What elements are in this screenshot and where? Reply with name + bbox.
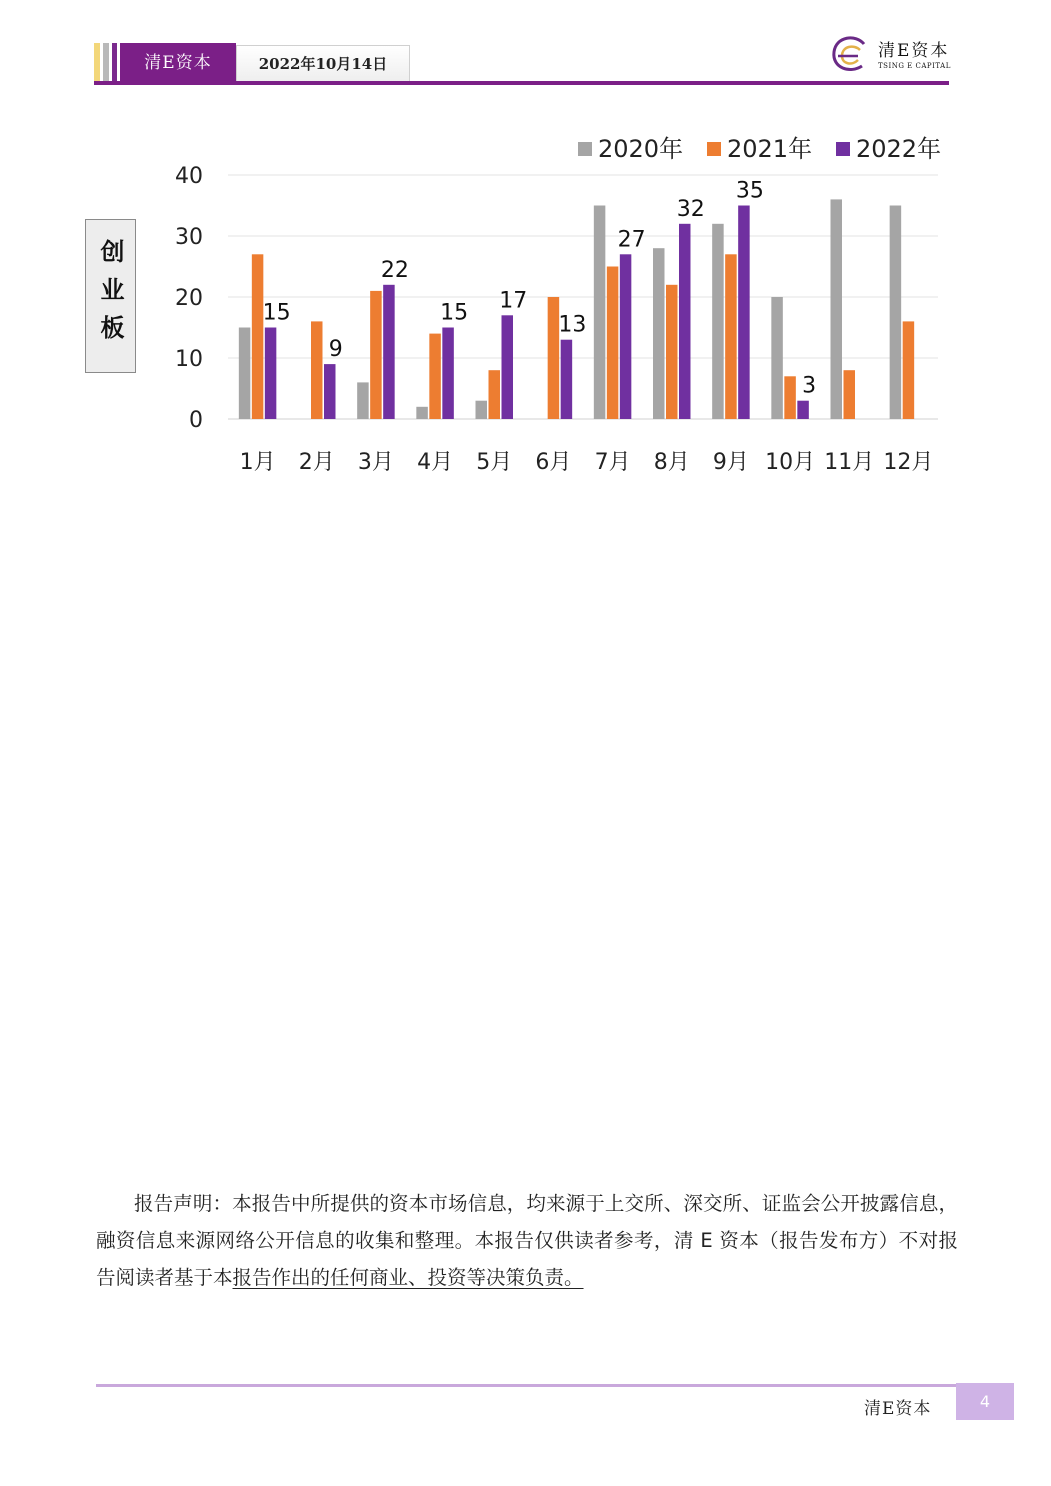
x-tick-label: 1月 — [239, 450, 276, 475]
x-tick-label: 5月 — [476, 450, 513, 475]
bar — [784, 376, 796, 419]
bar — [725, 254, 737, 419]
y-tick-label: 0 — [189, 408, 203, 433]
y-tick-label: 20 — [175, 286, 203, 311]
legend-swatch — [578, 142, 592, 156]
bar — [370, 291, 382, 419]
y-tick-label: 10 — [175, 347, 203, 372]
x-tick-label: 4月 — [417, 450, 454, 475]
legend-swatch — [707, 142, 721, 156]
bar — [502, 315, 514, 419]
bar — [666, 285, 678, 419]
bar — [252, 254, 263, 419]
data-label: 13 — [558, 312, 587, 338]
bar — [653, 248, 665, 419]
y-tick-label: 30 — [175, 225, 203, 250]
x-tick-label: 9月 — [712, 450, 749, 475]
legend-swatch — [836, 142, 850, 156]
bar — [476, 401, 488, 419]
bar — [594, 206, 606, 420]
data-label: 15 — [440, 300, 469, 326]
bar — [324, 364, 336, 419]
x-tick-label: 11月 — [824, 450, 875, 475]
monthly-bar-chart — [0, 0, 1051, 500]
bar — [738, 206, 750, 420]
disclaimer-underlined-text: 报告作出的任何商业、投资等决策负责。 — [232, 1266, 584, 1289]
bar — [771, 297, 783, 419]
bar — [429, 334, 441, 419]
header-brand: 清E资本 — [120, 43, 236, 83]
bar — [831, 199, 843, 419]
data-label: 35 — [735, 178, 764, 204]
section-label: 创业板 — [96, 239, 124, 353]
bar — [607, 267, 619, 420]
x-tick-label: 10月 — [765, 450, 816, 475]
data-label: 3 — [802, 373, 817, 399]
legend-label: 2022年 — [856, 135, 942, 163]
logo-text-en: TSING E CAPITAL — [878, 62, 951, 70]
footer-brand: 清E资本 — [864, 1399, 932, 1419]
bar — [561, 340, 573, 419]
bar — [416, 407, 428, 419]
legend-label: 2020年 — [598, 135, 684, 163]
data-label: 32 — [676, 196, 705, 222]
bar — [265, 328, 277, 420]
bar — [844, 370, 856, 419]
x-tick-label: 2月 — [298, 450, 335, 475]
bar — [489, 370, 501, 419]
data-label: 9 — [328, 337, 343, 363]
disclaimer-paragraph — [96, 1185, 958, 1296]
x-tick-label: 3月 — [357, 450, 394, 475]
x-tick-label: 8月 — [653, 450, 690, 475]
x-tick-label: 7月 — [594, 450, 631, 475]
data-label: 15 — [262, 300, 291, 326]
bar — [797, 401, 809, 419]
bar — [903, 321, 915, 419]
footer-rule — [96, 1384, 956, 1387]
bar — [620, 254, 632, 419]
data-label: 17 — [499, 288, 528, 314]
header-date: 2022年10月14日 — [236, 45, 410, 83]
logo-text-cn: 清E资本 — [878, 41, 950, 61]
bar — [239, 328, 251, 420]
bar — [712, 224, 724, 419]
bar — [890, 206, 902, 420]
bar — [442, 328, 454, 420]
x-tick-label: 12月 — [883, 450, 934, 475]
bar — [311, 321, 323, 419]
data-label: 22 — [380, 257, 409, 283]
legend-label: 2021年 — [727, 135, 813, 163]
bar — [357, 382, 369, 419]
data-label: 27 — [617, 227, 646, 253]
disclaimer-text: 报告声明：本报告中所提供的资本市场信息，均来源于上交所、深交所、证监会公开披露信息，融资信息来源网络公开信息的收集和整理。本报告仅供读者参考，清 E 资本（报告发布方）不对报告阅读者基于本 — [96, 1192, 958, 1289]
y-tick-label: 40 — [175, 164, 203, 189]
bar — [383, 285, 395, 419]
page-number: 4 — [956, 1383, 1014, 1420]
x-tick-label: 6月 — [535, 450, 572, 475]
bar — [679, 224, 691, 419]
